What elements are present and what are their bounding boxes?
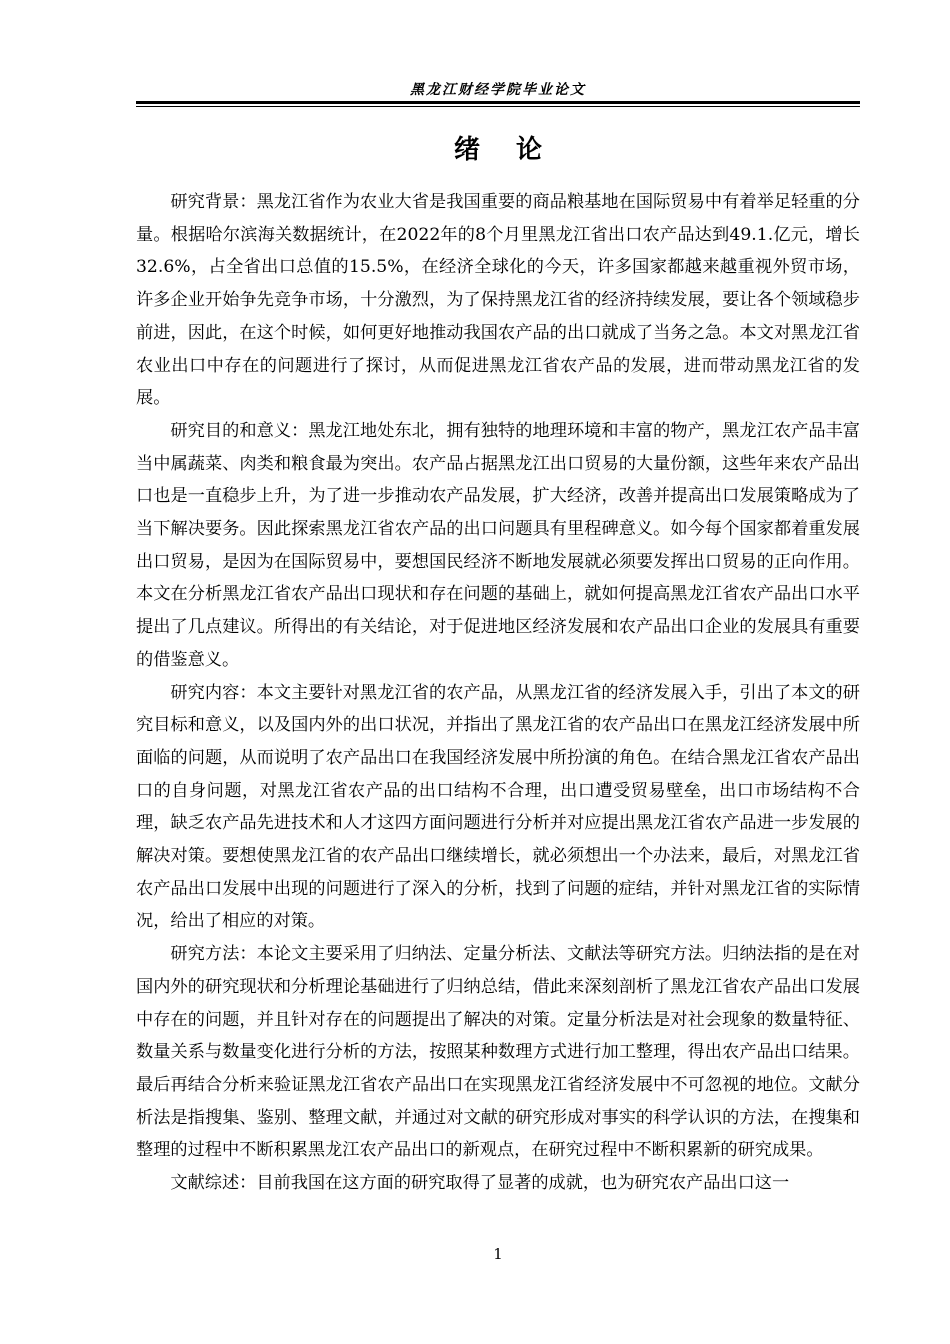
paragraph-literature-review: 文献综述：目前我国在这方面的研究取得了显著的成就，也为研究农产品出口这一 bbox=[170, 1173, 790, 1194]
paragraph-research-background: 研究背景：黑龙江省作为农业大省是我国重要的商品粮基地在国际贸易中有着举足轻重的分量。根据哈尔滨海关数据统计，在2022年的8个月里黑龙江省出口农产品达到49.1.亿元，增长32.6%，占全省出口总值的15.5%，在经济全球化的今天，许多国家都越来越重视外贸市场，许多企业开始争先竞争市场，十分激烈，为了保持黑龙江省的经济持续发展，要让各个领域稳步前进，因此，在这个时候，如何更好地推动我国农产品的出口就成了当务之急。本文对黑龙江省农业出口中存在的问题进行了探讨，从而促进黑龙江省农产品的发展，进而带动黑龙江省的发展。 bbox=[136, 192, 860, 409]
page-title: 绪论 bbox=[453, 135, 578, 165]
paragraph-research-content: 研究内容：本文主要针对黑龙江省的农产品，从黑龙江省的经济发展入手，引出了本文的研究目标和意义，以及国内外的出口状况，并指出了黑龙江省的农产品出口在黑龙江经济发展中所面临的问题，从而说明了农产品出口在我国经济发展中所扮演的角色。在结合黑龙江省农产品出口的自身问题，对黑龙江省农产品的出口结构不合理，出口遭受贸易壁垒，出口市场结构不合理，缺乏农产品先进技术和人才这四方面问题进行分析并对应提出黑龙江省农产品进一步发展的解决对策。要想使黑龙江省的农产品出口继续增长，就必须想出一个办法来，最后，对黑龙江省农产品出口发展中出现的问题进行了深入的分析，找到了问题的症结，并针对黑龙江省的实际情况，给出了相应的对策。 bbox=[136, 682, 860, 932]
header-rule-thick bbox=[136, 101, 860, 104]
paragraph-research-purpose: 研究目的和意义：黑龙江地处东北，拥有独特的地理环境和丰富的物产，黑龙江农产品丰富当中属蔬菜、肉类和粮食最为突出。农产品占据黑龙江出口贸易的大量份额，这些年来农产品出口也是一直稳步上升，为了进一步推动农产品发展，扩大经济，改善并提高出口发展策略成为了当下解决要务。因此探索黑龙江省农产品的出口问题具有里程碑意义。如今每个国家都着重发展出口贸易，是因为在国际贸易中，要想国民经济不断地发展就必须要发挥出口贸易的正向作用。本文在分析黑龙江省农产品出口现状和存在问题的基础上，就如何提高黑龙江省农产品出口水平提出了几点建议。所得出的有关结论，对于促进地区经济发展和农产品出口企业的发展具有重要的借鉴意义。 bbox=[136, 420, 860, 670]
header-rule-thin bbox=[136, 106, 860, 107]
paragraph-research-methods: 研究方法：本论文主要采用了归纳法、定量分析法、文献法等研究方法。归纳法指的是在对国内外的研究现状和分析理论基础进行了归纳总结，借此来深刻剖析了黑龙江省农产品出口发展中存在的问题，并且针对存在的问题提出了解决的对策。定量分析法是对社会现象的数量特征、数量关系与数量变化进行分析的方法，按照某种数理方式进行加工整理，得出农产品出口结果。最后再结合分析来验证黑龙江省农产品出口在实现黑龙江省经济发展中不可忽视的地位。文献分析法是指搜集、鉴别、整理文献，并通过对文献的研究形成对事实的科学认识的方法，在搜集和整理的过程中不断积累黑龙江农产品出口的新观点，在研究过程中不断积累新的研究成果。 bbox=[136, 944, 860, 1161]
page-number: 1 bbox=[493, 1245, 503, 1263]
running-header: 黑龙江财经学院毕业论文 bbox=[410, 82, 586, 98]
body-text bbox=[136, 186, 860, 1200]
